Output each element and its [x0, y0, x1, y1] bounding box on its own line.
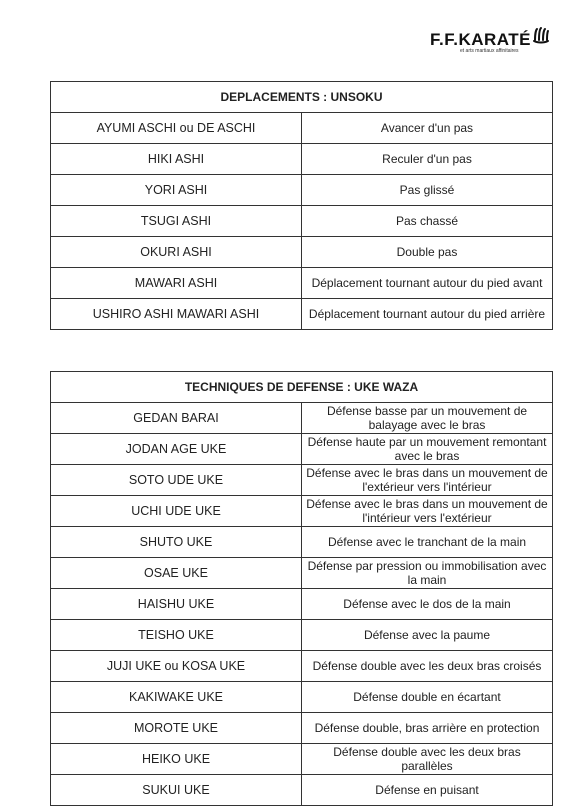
technique-description: Double pas — [302, 237, 553, 268]
technique-description: Défense double avec les deux bras parallèles — [302, 744, 553, 775]
table-row — [51, 713, 553, 744]
table-row — [51, 144, 553, 175]
section-title: DEPLACEMENTS : UNSOKU — [51, 82, 553, 113]
technique-name: SOTO UDE UKE — [51, 465, 302, 496]
table-row — [51, 651, 553, 682]
technique-name: HAISHU UKE — [51, 589, 302, 620]
technique-name: JODAN AGE UKE — [51, 434, 302, 465]
technique-description: Défense avec le bras dans un mouvement de l'extérieur vers l'intérieur — [302, 465, 553, 496]
logo-subtitle: et arts martiaux affinitaires — [460, 48, 519, 54]
technique-name: OSAE UKE — [51, 558, 302, 589]
ffkarate-logo — [430, 24, 550, 58]
technique-name: USHIRO ASHI MAWARI ASHI — [51, 299, 302, 330]
table-row — [51, 237, 553, 268]
table-row — [51, 620, 553, 651]
table-header-row — [51, 82, 553, 113]
table-row — [51, 496, 553, 527]
table-row — [51, 527, 553, 558]
technique-description: Déplacement tournant autour du pied arrière — [302, 299, 553, 330]
section-title: TECHNIQUES DE DEFENSE : UKE WAZA — [51, 372, 553, 403]
technique-name: OKURI ASHI — [51, 237, 302, 268]
table-row — [51, 206, 553, 237]
technique-name: HEIKO UKE — [51, 744, 302, 775]
deplacements-table — [50, 81, 553, 330]
technique-name: GEDAN BARAI — [51, 403, 302, 434]
table-row — [51, 682, 553, 713]
technique-description: Pas glissé — [302, 175, 553, 206]
table-row — [51, 299, 553, 330]
technique-name: TEISHO UKE — [51, 620, 302, 651]
technique-description: Pas chassé — [302, 206, 553, 237]
table-row — [51, 589, 553, 620]
technique-name: MOROTE UKE — [51, 713, 302, 744]
logo-brand: F.F.KARATÉ — [430, 30, 532, 49]
technique-name: MAWARI ASHI — [51, 268, 302, 299]
technique-name: UCHI UDE UKE — [51, 496, 302, 527]
technique-description: Défense avec le tranchant de la main — [302, 527, 553, 558]
technique-name: HIKI ASHI — [51, 144, 302, 175]
technique-description: Défense double en écartant — [302, 682, 553, 713]
table-row — [51, 744, 553, 775]
technique-name: TSUGI ASHI — [51, 206, 302, 237]
technique-description: Défense par pression ou immobilisation avec la main — [302, 558, 553, 589]
table-row — [51, 175, 553, 206]
technique-description: Défense basse par un mouvement de balayage avec le bras — [302, 403, 553, 434]
table-row — [51, 113, 553, 144]
technique-name: JUJI UKE ou KOSA UKE — [51, 651, 302, 682]
technique-name: SHUTO UKE — [51, 527, 302, 558]
table-header-row — [51, 372, 553, 403]
technique-description: Défense double avec les deux bras croisés — [302, 651, 553, 682]
technique-description: Défense en puisant — [302, 775, 553, 806]
table-row — [51, 775, 553, 806]
table-row — [51, 403, 553, 434]
technique-description: Défense avec le dos de la main — [302, 589, 553, 620]
technique-description: Défense haute par un mouvement remontant avec le bras — [302, 434, 553, 465]
technique-name: AYUMI ASCHI ou DE ASCHI — [51, 113, 302, 144]
technique-name: SUKUI UKE — [51, 775, 302, 806]
techniques-defense-table — [50, 371, 553, 806]
technique-description: Reculer d'un pas — [302, 144, 553, 175]
technique-description: Déplacement tournant autour du pied avant — [302, 268, 553, 299]
technique-description: Défense double, bras arrière en protection — [302, 713, 553, 744]
table-row — [51, 434, 553, 465]
table-row — [51, 465, 553, 496]
technique-name: YORI ASHI — [51, 175, 302, 206]
table-row — [51, 268, 553, 299]
technique-description: Avancer d'un pas — [302, 113, 553, 144]
technique-description: Défense avec le bras dans un mouvement de l'intérieur vers l'extérieur — [302, 496, 553, 527]
hand-emblem-icon — [532, 26, 550, 44]
technique-name: KAKIWAKE UKE — [51, 682, 302, 713]
technique-description: Défense avec la paume — [302, 620, 553, 651]
table-row — [51, 558, 553, 589]
